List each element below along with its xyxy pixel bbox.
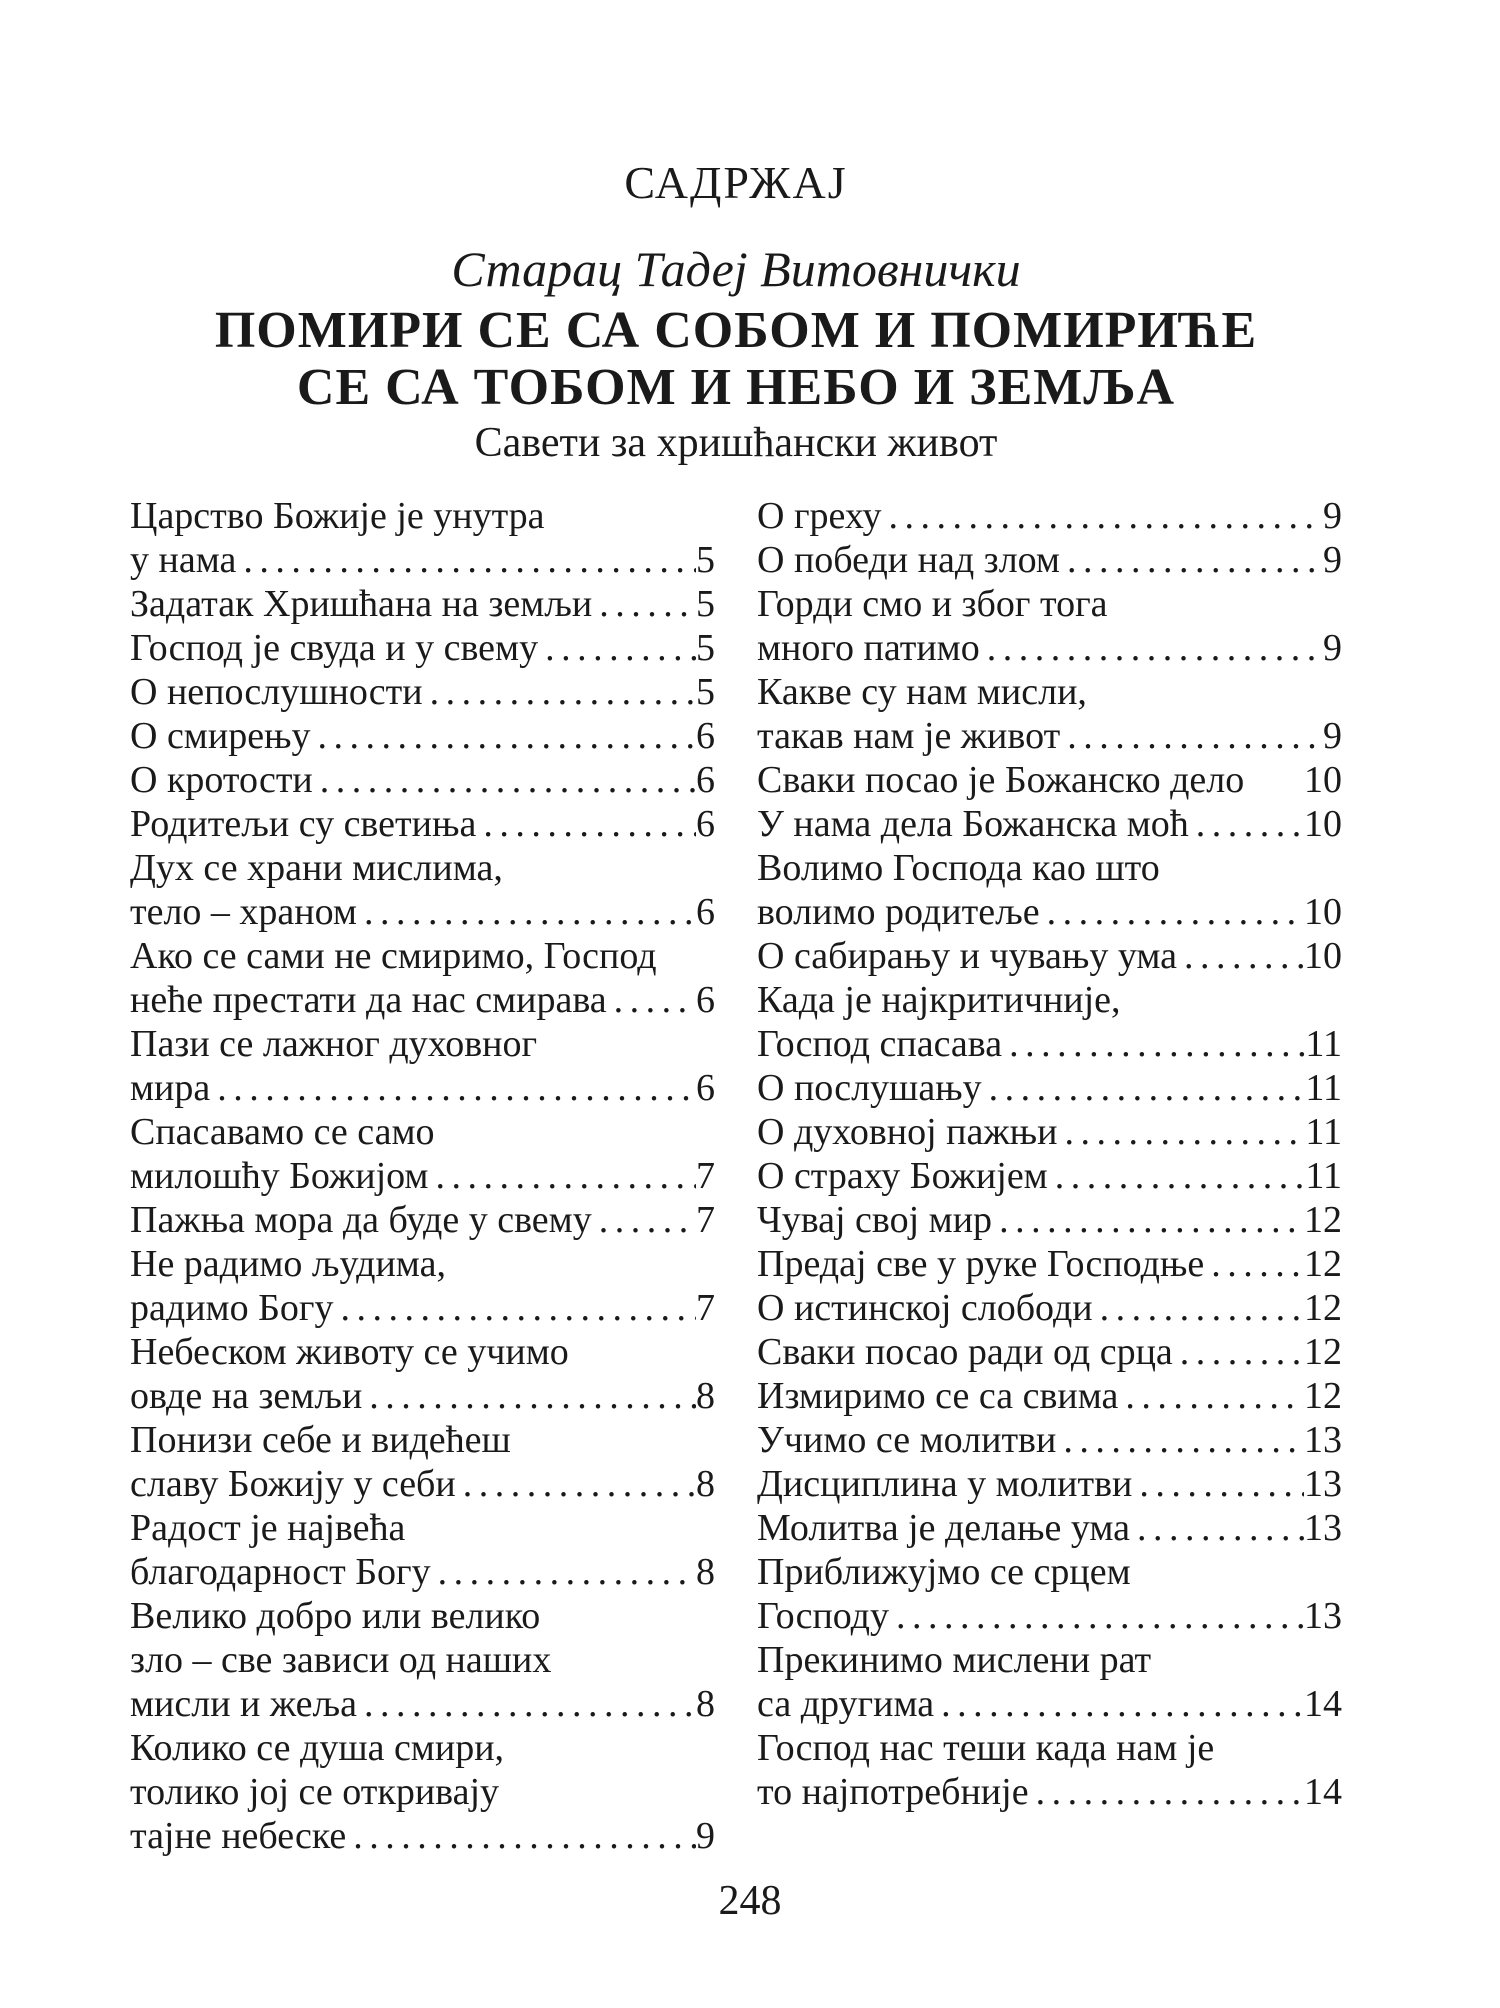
dot-leader — [334, 1286, 697, 1330]
toc-entry-line — [130, 1022, 715, 1066]
toc-entry-line — [130, 1286, 715, 1330]
toc-entry-text: У нама дела Божанска моћ — [757, 803, 1189, 845]
toc-page-number: 14 — [1304, 1683, 1342, 1725]
toc-entry-text: Сваки посао је Божанско дело — [757, 759, 1245, 801]
toc-entry-line — [757, 978, 1342, 1022]
book-title-line1: ПОМИРИ СЕ СА СОБОМ И ПОМИРИЋЕ — [214, 302, 1258, 359]
toc-entry-line — [757, 1066, 1342, 1110]
toc-entry — [130, 1594, 715, 1726]
toc-entry — [130, 758, 715, 802]
toc-entry — [757, 1198, 1342, 1242]
toc-page-number: 11 — [1305, 1111, 1342, 1153]
dot-leader — [607, 978, 696, 1022]
toc-entry — [757, 1638, 1342, 1726]
dot-leader — [1130, 1506, 1304, 1550]
toc-entry — [757, 1374, 1342, 1418]
toc-entry — [757, 846, 1342, 934]
toc-entry-text: Не радимо људима, — [130, 1243, 446, 1285]
toc-entry-line — [130, 1770, 715, 1814]
toc-page-number: 10 — [1304, 935, 1342, 977]
toc-entry-text: много патимо — [757, 627, 980, 669]
toc-entry — [130, 846, 715, 934]
toc-entry-line — [757, 1726, 1342, 1770]
dot-leader — [592, 1198, 696, 1242]
toc-page-number: 9 — [1323, 539, 1342, 581]
toc-entry-line — [757, 494, 1342, 538]
toc-entry-text: Господу — [757, 1595, 890, 1637]
dot-leader — [1057, 1110, 1305, 1154]
toc-entry-line — [130, 934, 715, 978]
toc-entry-text: толико јој се откривају — [130, 1771, 500, 1813]
toc-entry-text: то најпотребније — [757, 1771, 1029, 1813]
toc-page-number: 9 — [1323, 495, 1342, 537]
toc-entry — [757, 1110, 1342, 1154]
toc-entry-line — [130, 1242, 715, 1286]
toc-entry-text: Дисциплина у молитви — [757, 1463, 1133, 1505]
toc-entry-line — [130, 538, 715, 582]
toc-entry-line — [757, 1770, 1342, 1814]
toc-entry-text: Господ спасава — [757, 1023, 1003, 1065]
toc-entry — [757, 1154, 1342, 1198]
dot-leader — [1177, 934, 1304, 978]
toc-entry-line — [130, 1550, 715, 1594]
toc-entry-text: Спасавамо се само — [130, 1111, 435, 1153]
dot-leader — [980, 626, 1323, 670]
toc-entry-text: зло – све зависи од наших — [130, 1639, 552, 1681]
toc-entry-line — [130, 1814, 715, 1858]
toc-entry-text: Чувај свој мир — [757, 1199, 993, 1241]
dot-leader — [1173, 1330, 1304, 1374]
dot-leader — [1060, 714, 1323, 758]
toc-entry-text: Ако се сами не смиримо, Господ — [130, 935, 657, 977]
toc-entry — [757, 582, 1342, 670]
dot-leader — [210, 1066, 696, 1110]
toc-entry — [130, 934, 715, 1022]
toc-entry-text: Пази се лажног духовног — [130, 1023, 538, 1065]
toc-entry — [130, 802, 715, 846]
toc-entry-line — [130, 802, 715, 846]
dot-leader — [982, 1066, 1306, 1110]
toc-entry-text: О послушању — [757, 1067, 982, 1109]
toc-entry-text: Приближујмо се срцем — [757, 1551, 1131, 1593]
toc-entry-line — [757, 1374, 1342, 1418]
toc-entry-text: Царство Божије је унутра — [130, 495, 545, 537]
toc-page-number: 8 — [696, 1683, 715, 1725]
toc-entry-text: Када је најкритичније, — [757, 979, 1121, 1021]
dot-leader — [1056, 1418, 1304, 1462]
toc-entry-text: О истинској слободи — [757, 1287, 1093, 1329]
toc-page-number: 6 — [696, 979, 715, 1021]
toc-entry-line — [757, 934, 1342, 978]
toc-entry — [757, 1418, 1342, 1462]
toc-page-number: 6 — [696, 715, 715, 757]
toc-page-number: 7 — [696, 1155, 715, 1197]
toc-entry-line — [757, 1154, 1342, 1198]
dot-leader — [1002, 1022, 1305, 1066]
dot-leader — [311, 714, 696, 758]
toc-entry-line — [130, 626, 715, 670]
toc-entry-line — [130, 1110, 715, 1154]
dot-leader — [346, 1814, 696, 1858]
toc-entry-line — [757, 714, 1342, 758]
toc-page-number: 12 — [1304, 1331, 1342, 1373]
toc-page-number: 6 — [696, 803, 715, 845]
toc-page-number: 11 — [1305, 1155, 1342, 1197]
toc-page-number: 14 — [1304, 1771, 1342, 1813]
toc-entry-text: О кротости — [130, 759, 313, 801]
toc-entry-text: Родитељи су светиња — [130, 803, 477, 845]
toc-page-number: 6 — [696, 891, 715, 933]
toc-entry-line — [757, 1638, 1342, 1682]
toc-page-number: 10 — [1304, 759, 1342, 801]
toc-entry-text: Горди смо и због тога — [757, 583, 1108, 625]
toc-entry-line — [130, 714, 715, 758]
book-title-line2: СЕ СА ТОБОМ И НЕБО И ЗЕМЉА — [296, 359, 1176, 416]
toc-entry-text: овде на земљи — [130, 1375, 363, 1417]
toc-entry-text: у нама — [130, 539, 237, 581]
toc-entry-line — [757, 626, 1342, 670]
toc-entry-text: тело – храном — [130, 891, 357, 933]
toc-column-left — [130, 494, 715, 1858]
toc-page-number: 13 — [1304, 1595, 1342, 1637]
dot-leader — [428, 1154, 696, 1198]
toc-entry-line — [757, 1418, 1342, 1462]
toc-entry — [757, 1462, 1342, 1506]
toc-entry-line — [130, 1418, 715, 1462]
toc-entry-line — [757, 1110, 1342, 1154]
toc-entry-line — [757, 1682, 1342, 1726]
toc-entry-text: волимо родитеље — [757, 891, 1040, 933]
toc-entry-text: са другима — [757, 1683, 935, 1725]
toc-entry — [130, 1506, 715, 1594]
toc-entry-line — [130, 1462, 715, 1506]
toc-entry-text: Понизи себе и видећеш — [130, 1419, 511, 1461]
toc-entry-text: Дух се храни мислима, — [130, 847, 503, 889]
contents-heading: САДРЖАЈ — [624, 157, 848, 208]
toc-page-number: 5 — [696, 539, 715, 581]
toc-entry-line — [130, 1682, 715, 1726]
toc-entry-line — [130, 1198, 715, 1242]
toc-page-number: 13 — [1304, 1419, 1342, 1461]
toc-page-number: 9 — [1323, 715, 1342, 757]
toc-entry — [757, 978, 1342, 1066]
dot-leader — [456, 1462, 696, 1506]
toc-entry — [757, 758, 1342, 802]
toc-entry-text: неће престати да нас смирава — [130, 979, 607, 1021]
toc-entry-text: Колико се душа смири, — [130, 1727, 505, 1769]
toc-entry-text: милошћу Божијом — [130, 1155, 429, 1197]
toc-entry-text: Какве су нам мисли, — [757, 671, 1087, 713]
toc-entry — [130, 494, 715, 582]
toc-entry-line — [757, 1550, 1342, 1594]
dot-leader — [236, 538, 696, 582]
toc-page-number: 7 — [696, 1199, 715, 1241]
toc-entry-text: О греху — [757, 495, 882, 537]
toc-entry — [130, 1726, 715, 1858]
toc-entry-line — [130, 1154, 715, 1198]
dot-leader — [538, 626, 696, 670]
toc-entry — [757, 1242, 1342, 1286]
toc-entry-line — [757, 670, 1342, 714]
toc-entry-line — [130, 846, 715, 890]
dot-leader — [1118, 1374, 1304, 1418]
toc-entry-line — [130, 1374, 715, 1418]
toc-entry-text: Господ нас теши када нам је — [757, 1727, 1215, 1769]
book-subtitle: Савети за хришћански живот — [474, 420, 998, 466]
toc-entry-line — [130, 494, 715, 538]
book-title — [130, 302, 1342, 416]
toc-page-number: 8 — [696, 1375, 715, 1417]
toc-entry — [757, 670, 1342, 758]
toc-entry-text: Господ је свуда и у свему — [130, 627, 539, 669]
dot-leader — [592, 582, 696, 626]
toc-entry — [130, 1022, 715, 1110]
toc-entry — [130, 582, 715, 626]
dot-leader — [431, 1550, 696, 1594]
toc-entry — [757, 538, 1342, 582]
toc-page-number: 8 — [696, 1551, 715, 1593]
toc-entry-text: Измиримо се са свима — [757, 1375, 1119, 1417]
toc-entry-line — [757, 802, 1342, 846]
toc-page-number: 5 — [696, 671, 715, 713]
toc-entry-text: Велико добро или велико — [130, 1595, 541, 1637]
dot-leader — [1040, 890, 1304, 934]
toc-page-number: 12 — [1304, 1287, 1342, 1329]
toc-entry — [130, 626, 715, 670]
toc-entry — [130, 1198, 715, 1242]
toc-entry-text: О победи над злом — [757, 539, 1060, 581]
toc-entry-text: такав нам је живот — [757, 715, 1061, 757]
toc-entry-text: Предај све у руке Господње — [757, 1243, 1205, 1285]
toc-entry-text: О духовној пажњи — [757, 1111, 1058, 1153]
toc-entry-line — [130, 758, 715, 802]
toc-entry — [757, 1550, 1342, 1638]
toc-page-number: 5 — [696, 627, 715, 669]
dot-leader — [889, 1594, 1304, 1638]
toc-entry-line — [757, 582, 1342, 626]
toc-entry — [757, 1330, 1342, 1374]
toc-entry-line — [757, 758, 1342, 802]
toc-entry-text: О страху Божијем — [757, 1155, 1048, 1197]
dot-leader — [423, 670, 696, 714]
toc-page-number: 13 — [1304, 1463, 1342, 1505]
dot-leader — [1029, 1770, 1304, 1814]
dot-leader — [362, 1374, 696, 1418]
toc-column-right — [757, 494, 1342, 1858]
toc-page-number: 6 — [696, 759, 715, 801]
toc-entry — [130, 1418, 715, 1506]
dot-leader — [313, 758, 696, 802]
toc-entry — [757, 934, 1342, 978]
toc-entry-line — [757, 846, 1342, 890]
toc-entry-text: Учимо се молитви — [757, 1419, 1057, 1461]
dot-leader — [1189, 802, 1304, 846]
toc-entry-text: мира — [130, 1067, 211, 1109]
toc-entry-text: Молитва је делање ума — [757, 1507, 1131, 1549]
toc-entry-text: О смирењу — [130, 715, 311, 757]
toc-entry-line — [757, 1242, 1342, 1286]
dot-leader — [357, 1682, 696, 1726]
dot-leader — [1204, 1242, 1304, 1286]
toc-entry-line — [130, 582, 715, 626]
author-line: Старац Тадеј Витовнички — [451, 241, 1021, 297]
toc-entry — [757, 1506, 1342, 1550]
toc-entry-text: Радост је највећа — [130, 1507, 406, 1549]
toc-entry-text: тајне небеске — [130, 1815, 347, 1857]
toc-entry-line — [757, 1594, 1342, 1638]
toc-entry — [130, 1110, 715, 1198]
toc-entry-line — [130, 1330, 715, 1374]
toc-entry-line — [130, 1726, 715, 1770]
dot-leader — [476, 802, 696, 846]
dot-leader — [1132, 1462, 1304, 1506]
toc-entry-line — [757, 538, 1342, 582]
toc-entry-text: радимо Богу — [130, 1287, 334, 1329]
toc-entry-line — [130, 1638, 715, 1682]
toc-entry-line — [757, 1506, 1342, 1550]
toc-page-number: 7 — [696, 1287, 715, 1329]
dot-leader — [1093, 1286, 1304, 1330]
toc-page-number: 11 — [1305, 1067, 1342, 1109]
toc-entry — [130, 670, 715, 714]
toc-entry-line — [757, 890, 1342, 934]
toc-page-number: 9 — [1323, 627, 1342, 669]
toc-entry-text: Небеском животу се учимо — [130, 1331, 569, 1373]
toc-entry-text: О сабирању и чувању ума — [757, 935, 1178, 977]
toc-entry-text: О непослушности — [130, 671, 423, 713]
toc-page-number: 10 — [1304, 891, 1342, 933]
toc-entry-text: Прекинимо мислени рат — [757, 1639, 1152, 1681]
toc-entry — [757, 802, 1342, 846]
toc-entry-line — [130, 1594, 715, 1638]
toc-page-number: 8 — [696, 1463, 715, 1505]
toc-entry-text: благодарност Богу — [130, 1551, 431, 1593]
toc-page-number: 11 — [1305, 1023, 1342, 1065]
toc-page-number: 6 — [696, 1067, 715, 1109]
toc-page-number: 9 — [696, 1815, 715, 1857]
toc-entry-text: Сваки посао ради од срца — [757, 1331, 1173, 1373]
toc-entry-line — [757, 1462, 1342, 1506]
toc-entry-text: Пажња мора да буде у свему — [130, 1199, 592, 1241]
toc-entry-line — [130, 1066, 715, 1110]
toc-entry-line — [757, 1286, 1342, 1330]
toc-entry-text: Задатак Хришћана на земљи — [130, 583, 593, 625]
toc-entry-line — [130, 1506, 715, 1550]
toc-page-number: 12 — [1304, 1199, 1342, 1241]
toc-page-number: 12 — [1304, 1375, 1342, 1417]
toc-entry — [757, 1286, 1342, 1330]
toc-entry — [130, 1330, 715, 1418]
toc-page-number: 12 — [1304, 1243, 1342, 1285]
toc-entry-line — [757, 1022, 1342, 1066]
toc-entry — [130, 714, 715, 758]
toc-entry-text: мисли и жеља — [130, 1683, 357, 1725]
dot-leader — [357, 890, 696, 934]
toc-page-number: 5 — [696, 583, 715, 625]
dot-leader — [1060, 538, 1323, 582]
toc-entry-line — [130, 670, 715, 714]
toc-page-number: 13 — [1304, 1507, 1342, 1549]
toc-entry-line — [757, 1198, 1342, 1242]
toc-entry-text: Волимо Господа као што — [757, 847, 1160, 889]
toc-entry — [130, 1242, 715, 1330]
table-of-contents — [130, 494, 1342, 1858]
toc-page-number: 10 — [1304, 803, 1342, 845]
toc-entry-line — [130, 978, 715, 1022]
dot-leader — [992, 1198, 1304, 1242]
toc-entry — [757, 494, 1342, 538]
page-number: 248 — [718, 1878, 782, 1924]
dot-leader — [1048, 1154, 1306, 1198]
toc-entry-line — [130, 890, 715, 934]
toc-entry-line — [757, 1330, 1342, 1374]
dot-leader — [934, 1682, 1304, 1726]
toc-entry — [757, 1066, 1342, 1110]
dot-leader — [881, 494, 1323, 538]
toc-entry — [757, 1726, 1342, 1814]
toc-entry-text: славу Божију у себи — [130, 1463, 456, 1505]
